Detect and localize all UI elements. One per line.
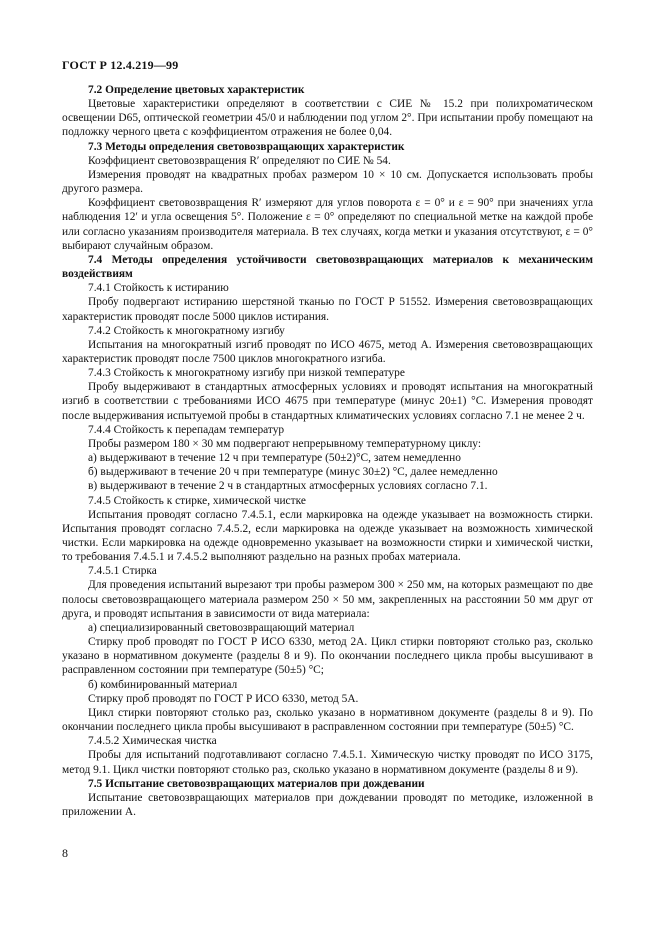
paragraph: Цикл стирки повторяют столько раз, сколько указано в нормативном документе (разделы 8 и 9). По окончании последнего цикла пробы высушивают в расправленном состоянии при температуре (50±5) °C. xyxy=(62,706,593,734)
list-item: а) специализированный световозвращающий материал xyxy=(88,621,355,634)
paragraph: Пробы для испытаний подготавливают согласно 7.4.5.1. Химическую чистку проводят по ИСО 3175, метод 9.1. Цикл чистки повторяют столько раз, сколько указано в нормативном документе (разделы 8 и 9). xyxy=(62,749,593,776)
subsection-title: 7.4.3 Стойкость к многократному изгибу при низкой температуре xyxy=(88,367,405,380)
list-item: б) комбинированный материал xyxy=(88,678,238,691)
paragraph: Испытание световозвращающих материалов при дождевании проводят по методике, изложенной в приложении А. xyxy=(62,791,593,818)
list-item: б) выдерживают в течение 20 ч при температуре (минус 30±2) °C, далее немедленно xyxy=(88,466,498,479)
subsection-title: 7.4.2 Стойкость к многократному изгибу xyxy=(88,324,285,337)
paragraph: Цветовые характеристики определяют в соответствии с СИЕ № 15.2 при полихроматическом освещении D65, оптической геометрии 45/0 и наблюдении под углом 2°. При испытании пробу помещают на подложку черного цвета с коэффициентом отражения не более 0,04. xyxy=(62,98,593,139)
subsection-title: 7.4.1 Стойкость к истиранию xyxy=(88,282,229,295)
list-item: в) выдерживают в течение 2 ч в стандартных атмосферных условиях согласно 7.1. xyxy=(88,480,488,493)
subsection-title: 7.4.5.1 Стирка xyxy=(88,565,157,578)
paragraph: Для проведения испытаний вырезают три пробы размером 300 × 250 мм, на которых размещают по две полосы световозвращающего материала размером 250 × 50 мм, закрепленных на расстоянии 50 мм друг от друга, и проводят испытания в зависимости от вида материала: xyxy=(62,579,593,620)
paragraph: Испытания проводят согласно 7.4.5.1, если маркировка на одежде указывает на возможность стирки. Испытания проводят согласно 7.4.5.2, если маркировка на одежде указывает на возможность химической чистки. Если маркировка на одежде одновременно указывает на возможности стирки и химической чистки, то требования 7.4.5.1 и 7.4.5.2 выполняют раздельно на разных пробах материала. xyxy=(62,508,593,564)
document-body xyxy=(62,83,593,819)
section-heading-7-3: 7.3 Методы определения световозвращающих характеристик xyxy=(88,140,405,153)
section-heading-7-4: 7.4 Методы определения устойчивости световозвращающих материалов к механическим воздействиям xyxy=(62,253,593,281)
subsection-title: 7.4.4 Стойкость к перепадам температур xyxy=(88,423,285,436)
paragraph: Стирку проб проводят по ГОСТ Р ИСО 6330, метод 5А. xyxy=(88,692,359,705)
section-heading-7-2: 7.2 Определение цветовых характеристик xyxy=(88,84,305,96)
paragraph: Измерения проводят на квадратных пробах размером 10 × 10 см. Допускается использовать пробы другого размера. xyxy=(62,168,593,196)
paragraph: Пробы размером 180 × 30 мм подвергают непрерывному температурному циклу: xyxy=(88,437,481,450)
paragraph: Испытания на многократный изгиб проводят по ИСО 4675, метод А. Измерения световозвращающих характеристик проводят после 7500 циклов многократного изгиба. xyxy=(62,338,593,365)
paragraph: Коэффициент световозвращения R′ измеряют для углов поворота ε = 0° и ε = 90° при значениях угла наблюдения 12′ и угла освещения 5°. Положение ε = 0° определяют по специальной метке на каждой пробе или согласно указаниям производителя материала. В тех случаях, когда метки и указания отсутствуют, ε = 0° выбирают случайным образом. xyxy=(62,197,593,252)
standard-header: ГОСТ Р 12.4.219—99 xyxy=(62,58,179,72)
paragraph: Стирку проб проводят по ГОСТ Р ИСО 6330, метод 2А. Цикл стирки повторяют столько раз, сколько указано в нормативном документе (разделы 8 и 9). По окончании последнего цикла пробы высушивают в расправленном состоянии при температуре (50±5) °C; xyxy=(62,636,593,677)
paragraph: Пробу выдерживают в стандартных атмосферных условиях и проводят испытания на многократный изгиб в соответствии с требованиями ИСО 4675 при температуре (минус 20±1) °C. Измерения проводят после выдерживания испытуемой пробы в стандартных климатических условиях согласно 7.1 не менее 2 ч. xyxy=(62,381,593,422)
section-heading-7-5: 7.5 Испытание световозвращающих материалов при дождевании xyxy=(88,777,425,790)
subsection-title: 7.4.5.2 Химическая чистка xyxy=(88,735,217,748)
paragraph: Пробу подвергают истиранию шерстяной тканью по ГОСТ Р 51552. Измерения световозвращающих характеристик проводят после 5000 циклов истирания. xyxy=(62,296,593,323)
paragraph: Коэффициент световозвращения R′ определяют по СИЕ № 54. xyxy=(88,154,391,167)
page-number: 8 xyxy=(62,846,68,860)
list-item: а) выдерживают в течение 12 ч при температуре (50±2)°C, затем немедленно xyxy=(88,452,461,465)
subsection-title: 7.4.5 Стойкость к стирке, химической чистке xyxy=(88,494,306,507)
